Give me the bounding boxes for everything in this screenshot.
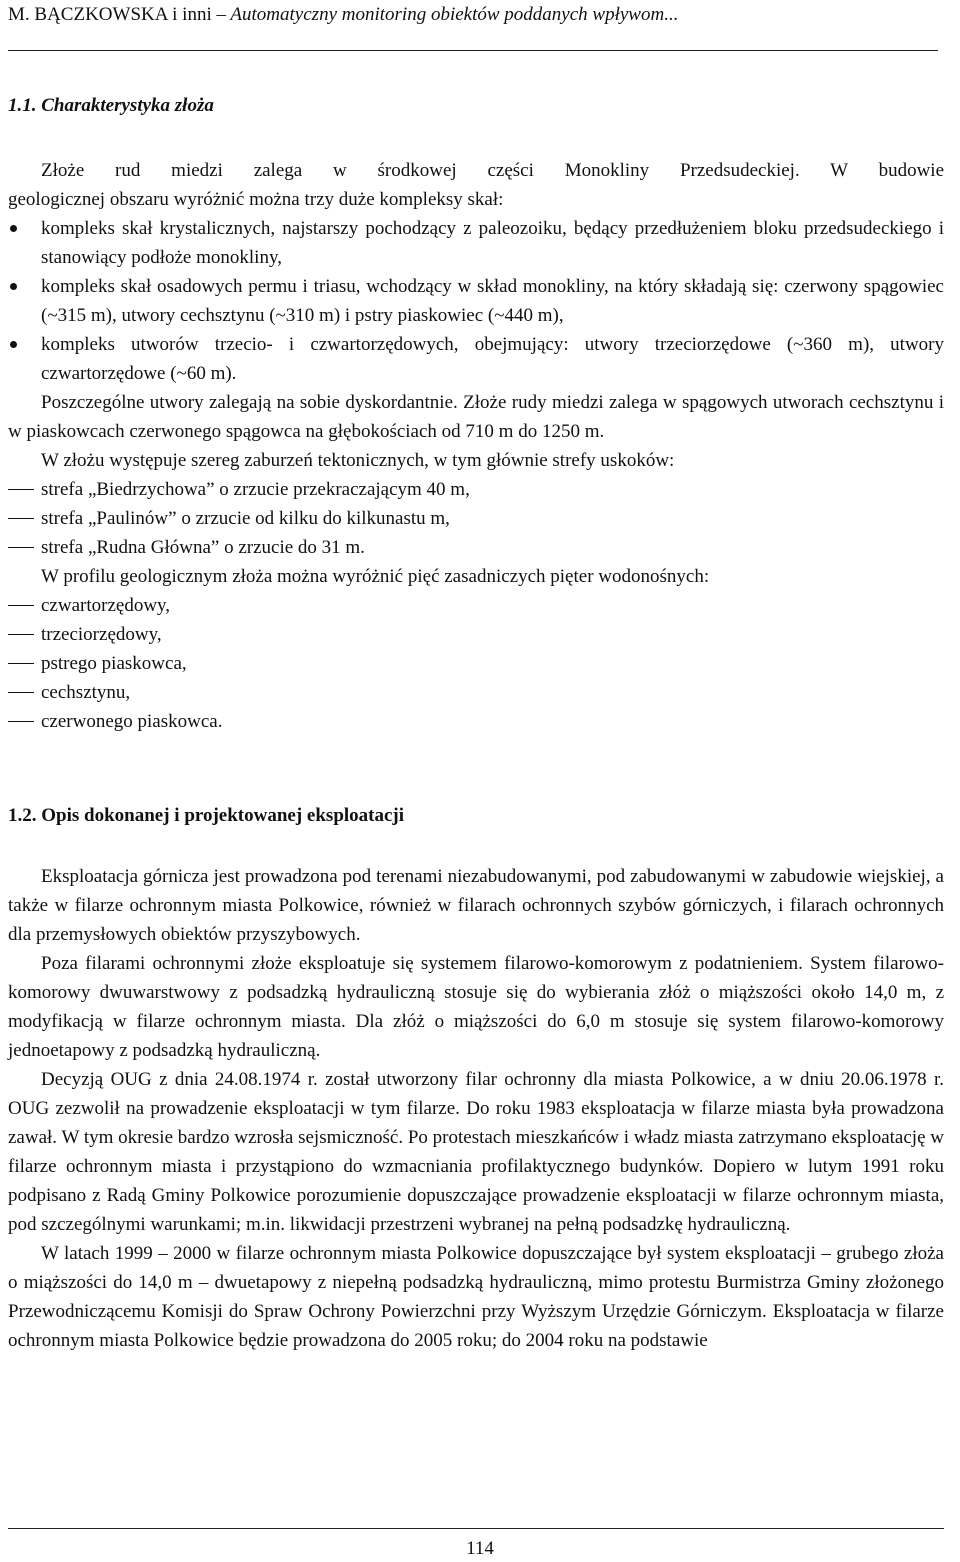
list-item-aquifer-1 [8,591,944,620]
list-item-text: kompleks skał osadowych permu i triasu, wchodzący w skład monokliny, na który składają się: czerwony spągowiec (~315 m), utwory cechsztynu (~310 m) i pstry piaskowiec (~440 m), [41,276,944,326]
list-item-rock-complex-2 [8,272,944,330]
list-item-text: kompleks skał krystalicznych, najstarszy pochodzący z paleozoiku, będący przedłużeniem bloku przedsudeckiego i stanowiący podłoże monokliny, [41,218,944,268]
paragraph-discordant: Poszczególne utwory zalegają na sobie dyskordantnie. Złoże rudy miedzi zalega w spągowych utworach cechsztynu i w piaskowcach czerwonego spągowca na głębokościach od 710 m do 1250 m. [8,392,944,442]
list-item-text: kompleks utworów trzecio- i czwartorzędowych, obejmujący: utwory trzeciorzędowe (~360 m), utwory czwartorzędowe (~60 m). [41,334,944,384]
section-2-heading: 1.2. Opis dokonanej i projektowanej eksploatacji [8,805,405,826]
running-header [8,4,952,26]
paragraph-1999-2000: W latach 1999 – 2000 w filarze ochronnym miasta Polkowice dopuszczające był system eksploatacji – grubego złoża o miąższości do 14,0 m – dwuetapowy z niepełną podsadzką hydrauliczną, mimo protestu Burmistrza Gminy złożonego Przewodniczącemu Komisji do Spraw Ochrony Powierzchni przy Wyższym Urzędzie Górniczym. Eksploatacja w filarze ochronnym miasta Polkowice będzie prowadzona do 2005 roku; do 2004 roku na podstawie [8,1243,944,1351]
footer-rule [8,1528,944,1529]
dash-icon [8,721,34,722]
list-item-text: czerwonego piaskowca. [41,711,223,732]
dash-icon [8,692,34,693]
dash-icon [8,634,34,635]
list-item-text: pstrego piaskowca, [41,653,187,674]
list-item-text: czwartorzędowy, [41,595,171,616]
dash-icon [8,605,34,606]
list-item-text: strefa „Rudna Główna” o zrzucie do 31 m. [41,537,365,558]
list-item-rock-complex-1 [8,214,944,272]
list-item-rock-complex-3 [8,330,944,388]
bullet-icon [10,341,17,348]
header-title: Automatyczny monitoring obiektów poddanych wpływom... [230,4,679,25]
header-separator: – [211,4,231,25]
list-item-text: cechsztynu, [41,682,131,703]
paragraph-faults-intro: W złożu występuje szereg zaburzeń tektonicznych, w tym głównie strefy uskoków: [41,450,675,471]
section-2-body [8,862,944,1355]
list-item-fault-2 [8,504,944,533]
list-item-aquifer-5 [8,707,944,736]
bullet-icon [10,225,17,232]
intro-line-2: geologicznej obszaru wyróżnić można trzy duże kompleksy skał: [8,189,504,210]
list-item-fault-3 [8,533,944,562]
list-item-text: trzeciorzędowy, [41,624,162,645]
list-item-aquifer-3 [8,649,944,678]
paragraph-exploitation-areas: Eksploatacja górnicza jest prowadzona pod terenami niezabudowanymi, pod zabudowanymi w zabudowie wiejskiej, a także w filarze ochronnym miasta Polkowice, również w filarach ochronnych szybów górniczych, i filarach ochronnych dla przemysłowych obiektów przyszybowych. [8,866,944,945]
list-item-aquifer-2 [8,620,944,649]
dash-icon [8,663,34,664]
page-number: 114 [466,1538,494,1559]
header-author: M. BĄCZKOWSKA i inni [8,4,212,25]
bullet-icon [10,283,17,290]
paragraph-mining-system: Poza filarami ochronnymi złoże eksploatuje się systemem filarowo-komorowym z podatnieniem. System filarowo-komorowy dwuwarstwowy z podsadzką hydrauliczną stosuje się do wybierania złóż o miąższości około 14,0 m, z modyfikacją w filarze ochronnym miasta. Dla złóż o miąższości do 6,0 m stosuje się system filarowo-komorowy jednoetapowy z podsadzką hydrauliczną. [8,953,944,1061]
list-item-text: strefa „Paulinów” o zrzucie od kilku do kilkunastu m, [41,508,450,529]
intro-line-1: Złoże rud miedzi zalega w środkowej części Monokliny Przedsudeckiej. W budowie [41,160,944,181]
dash-icon [8,489,34,490]
header-rule [8,50,938,51]
list-item-aquifer-4 [8,678,944,707]
list-item-text: strefa „Biedrzychowa” o zrzucie przekraczającym 40 m, [41,479,470,500]
dash-icon [8,547,34,548]
paragraph-oug-decision: Decyzją OUG z dnia 24.08.1974 r. został utworzony filar ochronny dla miasta Polkowice, a w dniu 20.06.1978 r. OUG zezwolił na prowadzenie eksploatacji w tym filarze. Do roku 1983 eksploatacja w filarze miasta była prowadzona zawał. W tym okresie bardzo wzrosła sejsmiczność. Po protestach mieszkańców i władz miasta zatrzymano eksploatację w filarze ochronnym miasta i przystąpiono do wzmacniania profilaktycznego budynków. Dopiero w lutym 1991 roku podpisano z Radą Gminy Polkowice porozumienie dopuszczające prowadzenie eksploatacji w filarze ochronnym miasta, pod szczególnymi warunkami; m.in. likwidacji przestrzeni wybranej na pełną podsadzkę hydrauliczną. [8,1069,944,1235]
dash-icon [8,518,34,519]
section-1-body [8,156,944,736]
paragraph-aquifers-intro: W profilu geologicznym złoża można wyróżnić pięć zasadniczych pięter wodonośnych: [41,566,710,587]
section-1-heading: 1.1. Charakterystyka złoża [8,95,214,116]
list-item-fault-1 [8,475,944,504]
